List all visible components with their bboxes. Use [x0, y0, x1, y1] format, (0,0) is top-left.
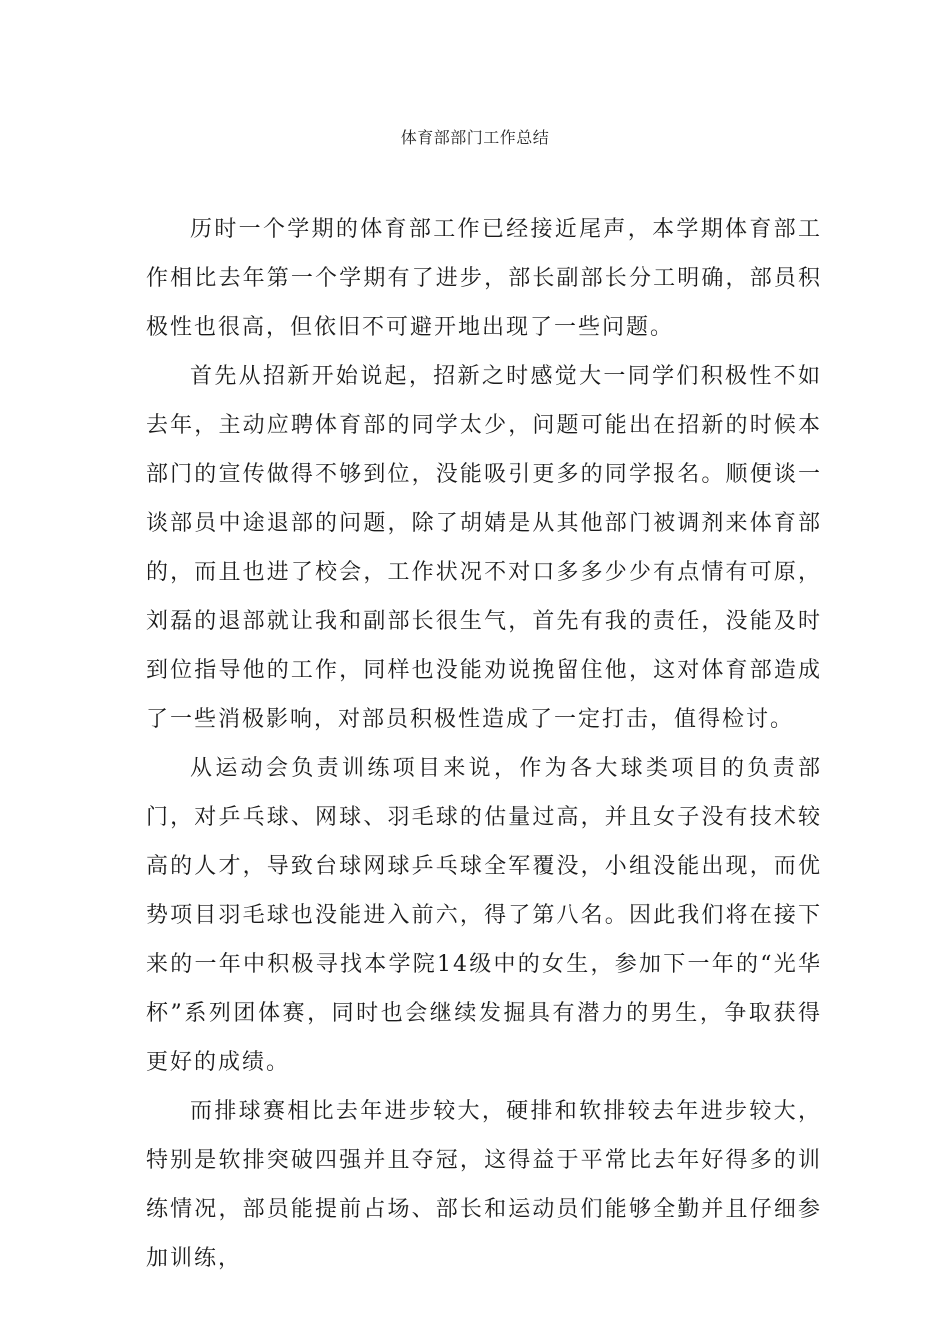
paragraph: 历时一个学期的体育部工作已经接近尾声，本学期体育部工作相比去年第一个学期有了进步，部长副部长分工明确，部员积极性也很高，但依旧不可避开地出现了一些问题。 — [146, 217, 822, 340]
document-title: 体育部部门工作总结 — [400, 128, 550, 147]
paragraph: 首先从招新开始说起，招新之时感觉大一同学们积极性不如去年，主动应聘体育部的同学太少，问题可能出在招新的时候本部门的宣传做得不够到位，没能吸引更多的同学报名。顺便谈一谈部员中途退部的问题，除了胡婧是从其他部门被调剂来体育部的，而且也进了校会，工作状况不对口多多少少有点情有可原，刘磊的退部就让我和副部长很生气，首先有我的责任，没能及时到位指导他的工作，同样也没能劝说挽留住他，这对体育部造成了一些消极影响，对部员积极性造成了一定打击，值得检讨。 — [146, 364, 822, 732]
paragraph: 而排球赛相比去年进步较大，硬排和软排较去年进步较大，特别是软排突破四强并且夺冠，这得益于平常比去年好得多的训练情况，部员能提前占场、部长和运动员们能够全勤并且仔细参加训练， — [146, 1099, 822, 1271]
document-body — [146, 205, 822, 1283]
paragraph: 从运动会负责训练项目来说，作为各大球类项目的负责部门，对乒乓球、网球、羽毛球的估量过高，并且女子没有技术较高的人才，导致台球网球乒乓球全军覆没，小组没能出现，而优势项目羽毛球也没能进入前六，得了第八名。因此我们将在接下来的一年中积极寻找本学院14级中的女生，参加下一年的“光华杯”系列团体赛，同时也会继续发掘具有潜力的男生，争取获得更好的成绩。 — [146, 756, 822, 1075]
